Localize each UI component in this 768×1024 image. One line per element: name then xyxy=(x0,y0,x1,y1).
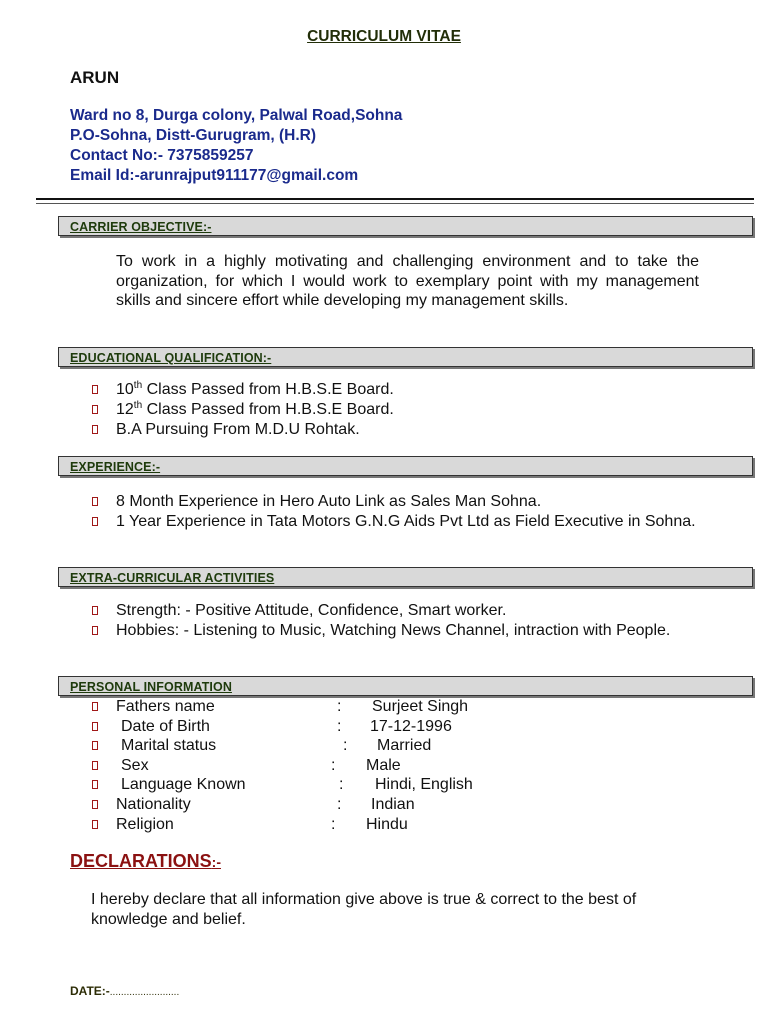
contact-number: Contact No:- 7375859257 xyxy=(70,147,254,164)
field-value: Married xyxy=(377,737,432,754)
bullet-icon xyxy=(92,405,98,414)
bullet-icon xyxy=(92,780,98,789)
section-header-education xyxy=(58,347,753,367)
list-item: 1 Year Experience in Tata Motors G.N.G Aids Pvt Ltd as Field Executive in Sohna. xyxy=(92,512,699,532)
section-title: EXPERIENCE:- xyxy=(70,460,161,474)
declaration-text: I hereby declare that all information give above is true & correct to the best of knowledge and belief. xyxy=(91,891,637,928)
date-field xyxy=(70,984,179,998)
bullet-icon xyxy=(92,761,98,770)
objective-text: To work in a highly motivating and challenging environment and to take the organization, for which I would work to exemplary point with my management skills and sincere effort while developing my management skills. xyxy=(116,253,699,310)
bullet-icon xyxy=(92,741,98,750)
section-header-experience xyxy=(58,456,753,476)
field-separator: : xyxy=(343,737,348,754)
field-separator: : xyxy=(331,816,336,833)
field-value: Surjeet Singh xyxy=(372,698,469,715)
bullet-icon xyxy=(92,517,98,526)
date-label: DATE:- xyxy=(70,984,110,998)
bullet-icon xyxy=(92,606,98,615)
field-label: Language Known xyxy=(121,776,246,793)
field-label: Nationality xyxy=(116,796,191,813)
header-divider xyxy=(36,198,754,200)
field-label: Sex xyxy=(121,757,149,774)
field-separator: : xyxy=(339,776,344,793)
field-value: Hindi, English xyxy=(375,776,473,793)
bullet-icon xyxy=(92,702,98,711)
bullet-icon xyxy=(92,820,98,829)
section-title: CARRIER OBJECTIVE:- xyxy=(70,220,212,234)
bullet-icon xyxy=(92,800,98,809)
header-divider-thin xyxy=(36,203,754,204)
field-value: Indian xyxy=(371,796,415,813)
section-title: EDUCATIONAL QUALIFICATION:- xyxy=(70,351,272,365)
email-address: Email Id:-arunrajput911177@gmail.com xyxy=(70,167,359,184)
field-separator: : xyxy=(337,698,342,715)
address-line-2: P.O-Sohna, Distt-Gurugram, (H.R) xyxy=(70,127,317,144)
declaration-heading: DECLARATIONS:- xyxy=(70,851,221,871)
bullet-icon xyxy=(92,385,98,394)
field-label: Fathers name xyxy=(116,698,215,715)
section-header-personal xyxy=(58,676,753,696)
address-line-1: Ward no 8, Durga colony, Palwal Road,Sohna xyxy=(70,107,403,124)
list-item: 8 Month Experience in Hero Auto Link as Sales Man Sohna. xyxy=(92,492,699,512)
list-item: Hobbies: - Listening to Music, Watching News Channel, intraction with People. xyxy=(92,621,699,641)
field-value: 17-12-1996 xyxy=(370,718,452,735)
bullet-icon xyxy=(92,497,98,506)
bullet-icon xyxy=(92,722,98,731)
list-item: Strength: - Positive Attitude, Confidence, Smart worker. xyxy=(92,601,699,621)
section-header-extra-curricular xyxy=(58,567,753,587)
date-blank: ......................... xyxy=(109,987,180,998)
field-separator: : xyxy=(331,757,336,774)
field-value: Hindu xyxy=(366,816,408,833)
document-title: CURRICULUM VITAE xyxy=(307,28,461,45)
candidate-name: ARUN xyxy=(70,68,120,87)
section-title: EXTRA-CURRICULAR ACTIVITIES xyxy=(70,571,275,585)
contact-block xyxy=(70,106,402,186)
bullet-icon xyxy=(92,425,98,434)
field-label: Marital status xyxy=(121,737,217,754)
field-label: Religion xyxy=(116,816,174,833)
section-header-objective xyxy=(58,216,753,236)
field-value: Male xyxy=(366,757,401,774)
section-title: PERSONAL INFORMATION xyxy=(70,680,232,694)
field-separator: : xyxy=(337,718,342,735)
field-separator: : xyxy=(337,796,342,813)
field-label: Date of Birth xyxy=(121,718,210,735)
bullet-icon xyxy=(92,626,98,635)
